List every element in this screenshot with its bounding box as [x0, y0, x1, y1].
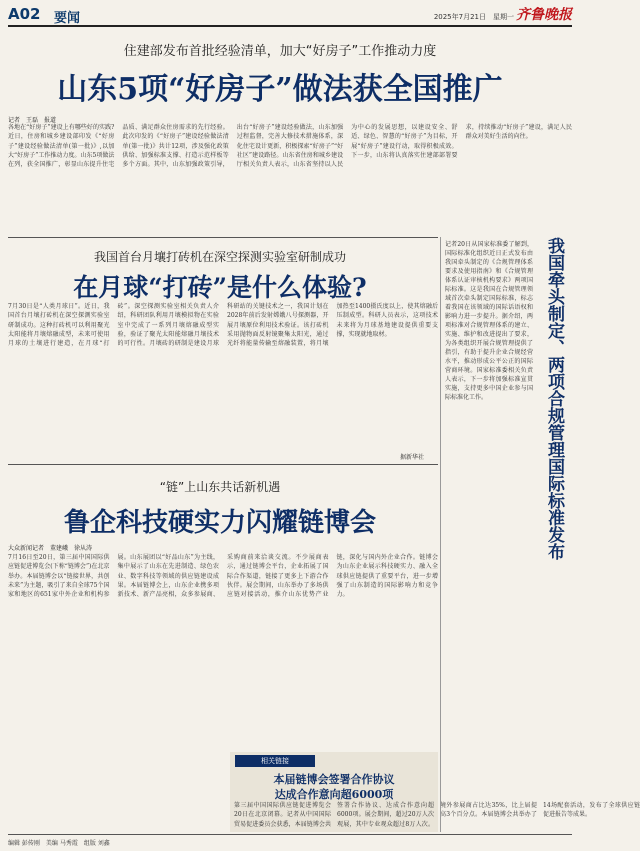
- story3-body: 7月16日至20日，第三届中国国际供应链促进博览会(下称“链博会”)在北京举办。本届链博会以“链接世界，共创未来”为主题，吸引了来自全球75个国家和地区的651家中外企业和机构参展。山东展团以“好品山东”为主线，集中展示了山东在先进制造、绿色农业、数字科技等领域的供应链建设成果。本届链博会上，山东企业携多项新技术、新产品亮相，众多参展商、采购商前来洽谈交流。不少展商表示，通过链博会平台，企业拓展了国际合作渠道，链接了更多上下游合作伙伴。展会期间，山东举办了多场供应链对接活动，推介山东优势产业链，深化与国内外企业合作。链博会为山东企业展示科技硬实力、融入全球供应链提供了重要平台，进一步增强了山东制造的国际影响力和竞争力。: [8, 554, 438, 599]
- story1-kicker: 住建部发布首批经验清单，加大“好房子”工作推动力度: [123, 44, 437, 59]
- footer-rule: [8, 834, 572, 835]
- related-title-1[interactable]: 本届链博会签署合作协议: [273, 773, 395, 786]
- issue-date: 2025年7月21日 星期一: [433, 13, 514, 21]
- story2-byline: 据新华社: [400, 454, 425, 461]
- story3-kicker: “链”上山东共话新机遇: [159, 480, 281, 494]
- story2-kicker: 我国首台月壤打砖机在深空探测实验室研制成功: [93, 250, 346, 264]
- related-tag: 相关链接: [235, 755, 315, 767]
- sidebar-body: 记者20日从国家标准委了解到，国际标准化组织近日正式发布由我国牵头制定的《合规管理体系要求及使用指南》和《合规管理体系认证审核机构要求》两项国际标准。这是我国在合规管理领域首次牵头制定国际标准，标志着我国在该领域的国际话语权和影响力进一步提升。据介绍，两项标准对合规管理体系的建立、实施、维护和改进提出了要求，为各类组织开展合规管理提供了指引，有助于提升企业合规经营水平，推动形成公平公正的国际营商环境。国家标准委相关负责人表示，下一步将加强标准宣贯实施，支持更多中国企业参与国际标准化工作。: [445, 241, 533, 401]
- footer-credits: 编辑 彭传刚 美编 马秀霞 组版 刘鑫: [8, 840, 110, 847]
- story3-byline: 大众新闻记者 董建峨 徐从涛: [8, 545, 93, 552]
- paper-logo: 齐鲁晚报: [516, 7, 572, 23]
- story1-byline: 记者 王磊 报道: [8, 117, 57, 124]
- story3-title[interactable]: 鲁企科技硬实力闪耀链博会: [63, 508, 376, 538]
- sidebar-title[interactable]: 我国牵头制定、两项合规管理国际标准发布: [544, 237, 564, 560]
- divider: [8, 237, 438, 238]
- divider: [8, 464, 438, 465]
- section-name: 要闻: [54, 11, 81, 26]
- related-title-2[interactable]: 达成合作意向超6000项: [274, 788, 394, 801]
- related-body: 第三届中国国际供应链促进博览会20日在北京闭幕。记者从中国国际贸易促进委员会获悉，本届链博会共签署合作协议、达成合作意向超6000项。展会期间，超过20万人次观展，其中专业观众超过8万人次。境外参展商占比达35%，比上届提高3个百分点。本届链博会共举办了14场配套活动，发布了全球供应链促进报告等成果。: [234, 802, 640, 828]
- story1-title[interactable]: 山东5项“好房子”做法获全国推广: [57, 72, 503, 107]
- story1-body: 各地在“好房子”建设上有哪些好的实践?近日，住房和城乡建设部印发《“好房子”建设经验做法清单(第一批)》,以加大“好房子”工作推动力度。山东5项做法在列，获全国推广，彰显山东提升住宅品质、满足群众住房需求的先行经验。此次印发的《“好房子”建设经验做法清单(第一批)》共计12项，涉及强化政策供给、加强标准支撑、打造示范样板等多个方面。其中，山东加强政策引导，出台“好房子”建设经验做法，山东加强过程监督，完善大修技术措施体系，深化住宅设计更新，积极探索“好房子”“好社区”建设路径。山东省住房和城乡建设厅相关负责人表示，山东省坚持以人民为中心的发展思想，以建设安全、舒适、绿色、智慧的“好房子”为目标，开展“好房子”建设行动，取得积极成效。下一步，山东将认真落实住建部部署要求，持续推动“好房子”建设，满足人民群众对美好生活的向往。: [8, 124, 572, 169]
- sidebar-divider: [440, 237, 441, 832]
- page-number: A02: [8, 5, 41, 23]
- story2-title[interactable]: 在月球“打砖”是什么体验?: [73, 273, 367, 302]
- page-header: [8, 3, 572, 27]
- story2-body: 7月30日是“人类月球日”。近日，我国首台月壤打砖机在深空探测实验室研制成功。这种打砖机可以利用聚光太阳能将月壤熔融成型，未来可使用月球的土壤进行建造，在月球“打砖”。深空探测实验室相关负责人介绍，科研团队利用月壤模拟物在实验室中完成了一系列月壤熔融成型实验，验证了聚光太阳能熔融月壤技术的可行性。月壤砖的研制是建设月球科研站的关键技术之一，我国计划在2028年前后发射嫦娥八号探测器，开展月壤原位利用技术验证。该打砖机采用抛物面反射镜聚集太阳光，通过光纤将能量传输至熔融装置，将月壤加热至1400摄氏度以上，使其熔融后压制成型。科研人员表示，这项技术未来将为月球基地建设提供重要支撑，实现就地取材。: [8, 303, 438, 348]
